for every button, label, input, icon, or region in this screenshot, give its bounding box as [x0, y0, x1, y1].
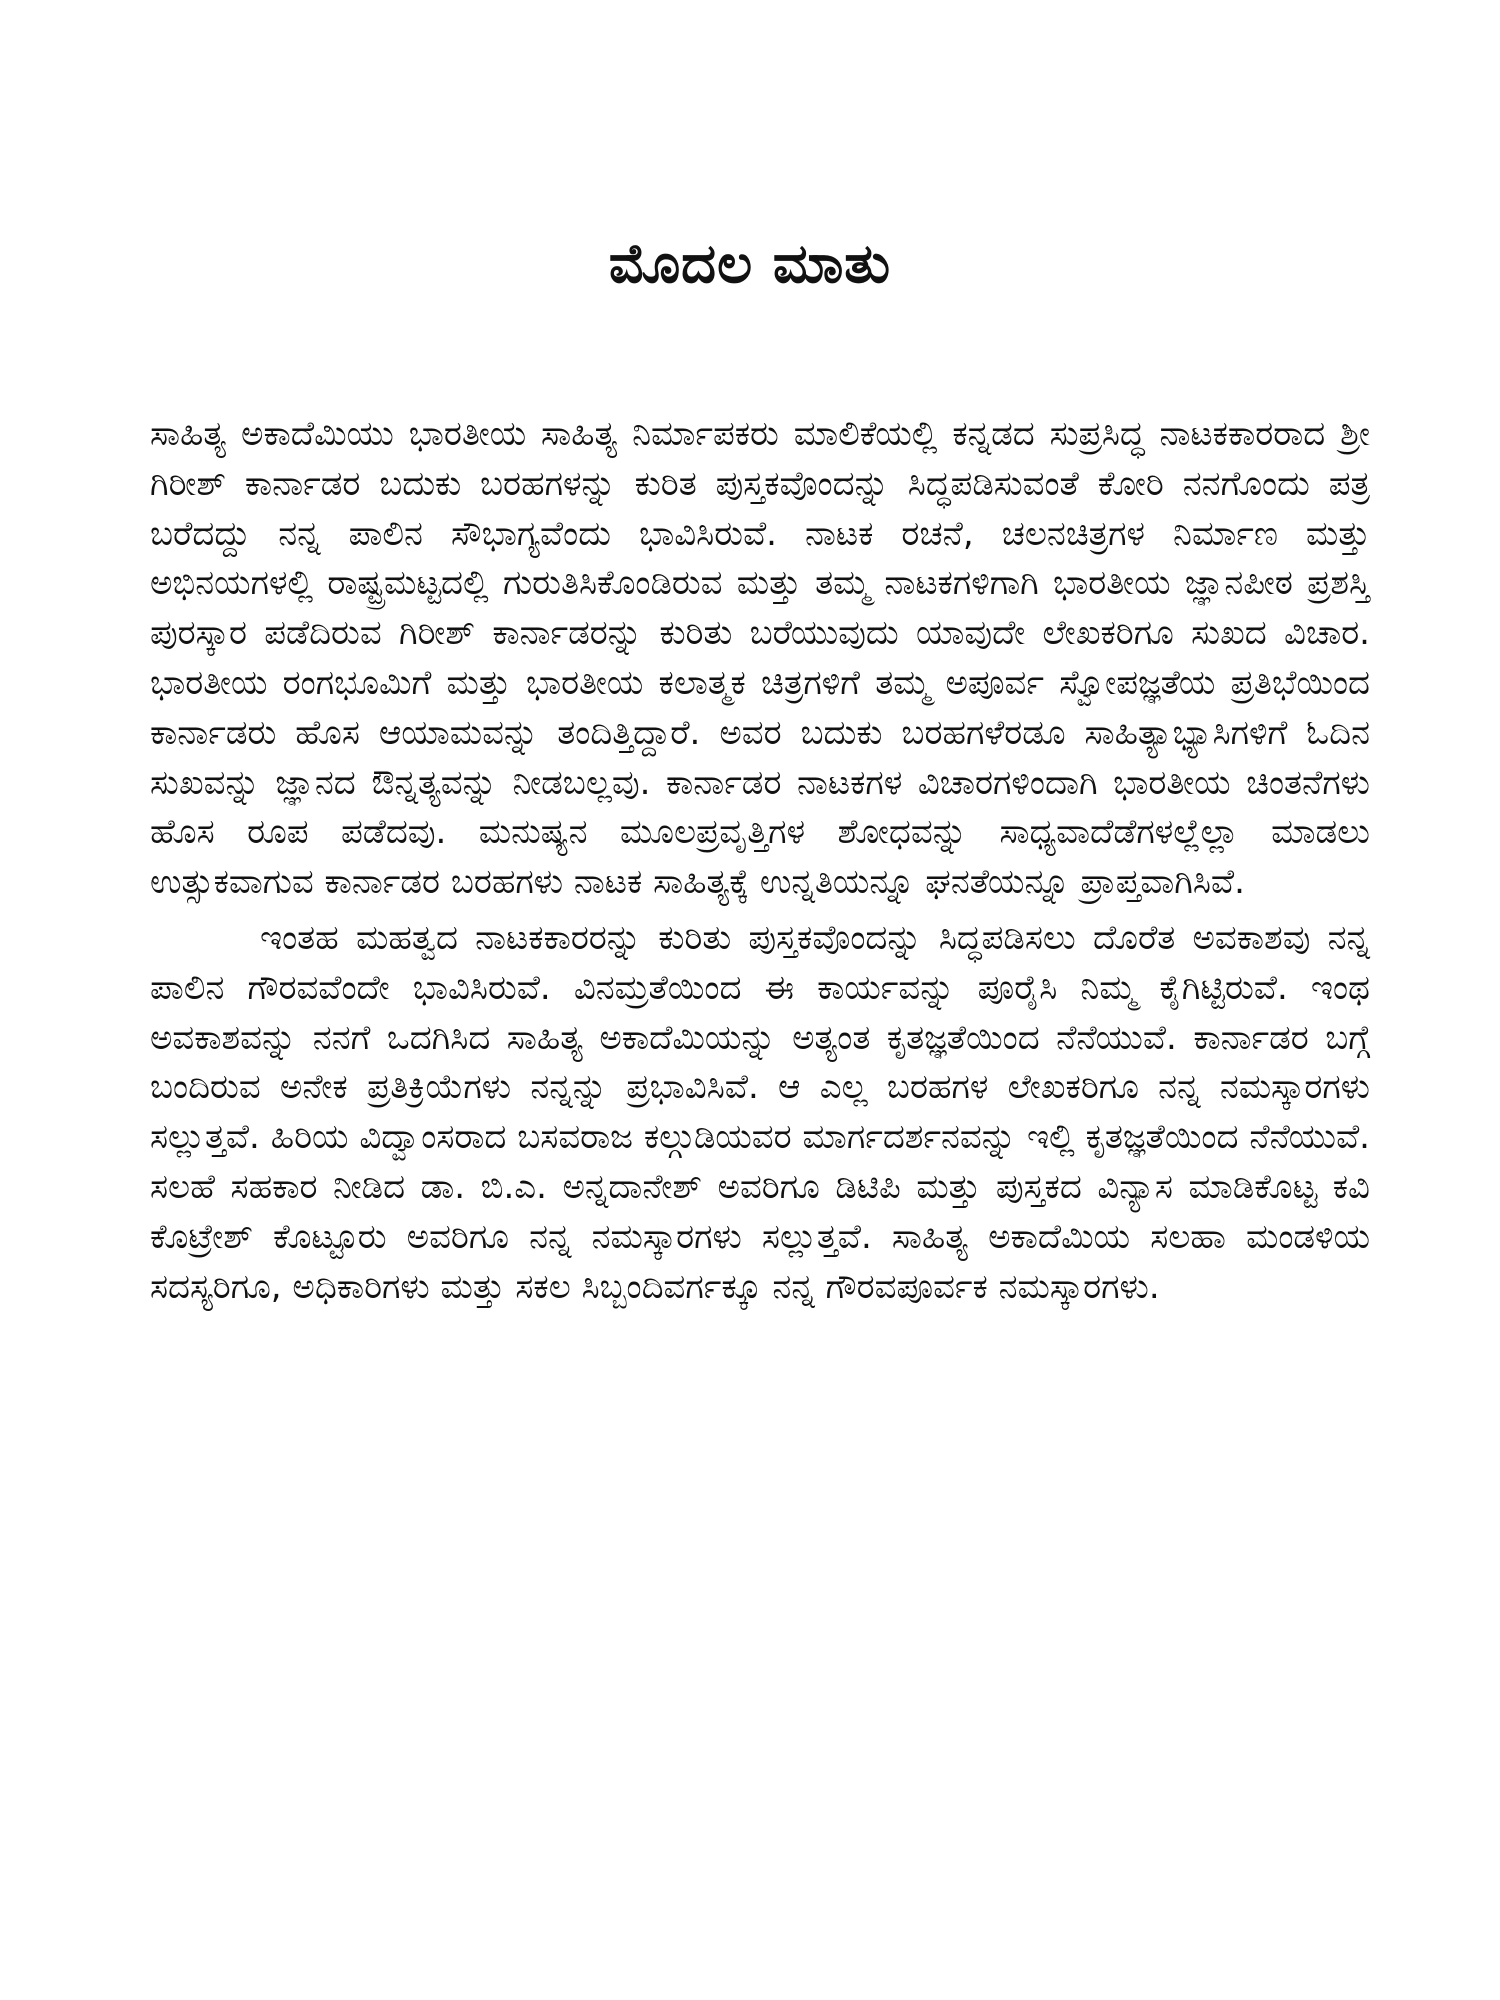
body-text [150, 410, 1370, 1312]
paragraph-1: ಸಾಹಿತ್ಯ ಅಕಾದೆಮಿಯು ಭಾರತೀಯ ಸಾಹಿತ್ಯ ನಿರ್ಮಾಪಕರು ಮಾಲಿಕೆಯಲ್ಲಿ ಕನ್ನಡದ ಸುಪ್ರಸಿದ್ಧ ನಾಟಕಕಾರರಾದ ಶ್ರೀ ಗಿರೀಶ್ ಕಾರ್ನಾಡರ ಬದುಕು ಬರಹಗಳನ್ನು ಕುರಿತ ಪುಸ್ತಕವೊಂದನ್ನು ಸಿದ್ಧಪಡಿಸುವಂತೆ ಕೋರಿ ನನಗೊಂದು ಪತ್ರ ಬರೆದದ್ದು ನನ್ನ ಪಾಲಿನ ಸೌಭಾಗ್ಯವೆಂದು ಭಾವಿಸಿರುವೆ. ನಾಟಕ ರಚನೆ, ಚಲನಚಿತ್ರಗಳ ನಿರ್ಮಾಣ ಮತ್ತು ಅಭಿನಯಗಳಲ್ಲಿ ರಾಷ್ಟ್ರಮಟ್ಟದಲ್ಲಿ ಗುರುತಿಸಿಕೊಂಡಿರುವ ಮತ್ತು ತಮ್ಮ ನಾಟಕಗಳಿಗಾಗಿ ಭಾರತೀಯ ಜ್ಞಾನಪೀಠ ಪ್ರಶಸ್ತಿ ಪುರಸ್ಕಾರ ಪಡೆದಿರುವ ಗಿರೀಶ್ ಕಾರ್ನಾಡರನ್ನು ಕುರಿತು ಬರೆಯುವುದು ಯಾವುದೇ ಲೇಖಕರಿಗೂ ಸುಖದ ವಿಚಾರ. ಭಾರತೀಯ ರಂಗಭೂಮಿಗೆ ಮತ್ತು ಭಾರತೀಯ ಕಲಾತ್ಮಕ ಚಿತ್ರಗಳಿಗೆ ತಮ್ಮ ಅಪೂರ್ವ ಸ್ವೋಪಜ್ಞತೆಯ ಪ್ರತಿಭೆಯಿಂದ ಕಾರ್ನಾಡರು ಹೊಸ ಆಯಾಮವನ್ನು ತಂದಿತ್ತಿದ್ದಾರೆ. ಅವರ ಬದುಕು ಬರಹಗಳೆರಡೂ ಸಾಹಿತ್ಯಾಭ್ಯಾಸಿಗಳಿಗೆ ಓದಿನ ಸುಖವನ್ನು ಜ್ಞಾನದ ಔನ್ನತ್ಯವನ್ನು ನೀಡಬಲ್ಲವು. ಕಾರ್ನಾಡರ ನಾಟಕಗಳ ವಿಚಾರಗಳಿಂದಾಗಿ ಭಾರತೀಯ ಚಿಂತನೆಗಳು ಹೊಸ ರೂಪ ಪಡೆದವು. ಮನುಷ್ಯನ ಮೂಲಪ್ರವೃತ್ತಿಗಳ ಶೋಧವನ್ನು ಸಾಧ್ಯವಾದೆಡೆಗಳಲ್ಲೆಲ್ಲಾ ಮಾಡಲು ಉತ್ಸುಕವಾಗುವ ಕಾರ್ನಾಡರ ಬರಹಗಳು ನಾಟಕ ಸಾಹಿತ್ಯಕ್ಕೆ ಉನ್ನತಿಯನ್ನೂ ಘನತೆಯನ್ನೂ ಪ್ರಾಪ್ತವಾಗಿಸಿವೆ. [150, 414, 1370, 903]
page-title: ಮೊದಲ ಮಾತು [608, 232, 892, 295]
paragraph-2: ಇಂತಹ ಮಹತ್ವದ ನಾಟಕಕಾರರನ್ನು ಕುರಿತು ಪುಸ್ತಕವೊಂದನ್ನು ಸಿದ್ಧಪಡಿಸಲು ದೊರೆತ ಅವಕಾಶವು ನನ್ನ ಪಾಲಿನ ಗೌರವವೆಂದೇ ಭಾವಿಸಿರುವೆ. ವಿನಮ್ರತೆಯಿಂದ ಈ ಕಾರ್ಯವನ್ನು ಪೂರೈಸಿ ನಿಮ್ಮ ಕೈಗಿಟ್ಟಿರುವೆ. ಇಂಥ ಅವಕಾಶವನ್ನು ನನಗೆ ಒದಗಿಸಿದ ಸಾಹಿತ್ಯ ಅಕಾದೆಮಿಯನ್ನು ಅತ್ಯಂತ ಕೃತಜ್ಞತೆಯಿಂದ ನೆನೆಯುವೆ. ಕಾರ್ನಾಡರ ಬಗ್ಗೆ ಬಂದಿರುವ ಅನೇಕ ಪ್ರತಿಕ್ರಿಯೆಗಳು ನನ್ನನ್ನು ಪ್ರಭಾವಿಸಿವೆ. ಆ ಎಲ್ಲ ಬರಹಗಳ ಲೇಖಕರಿಗೂ ನನ್ನ ನಮಸ್ಕಾರಗಳು ಸಲ್ಲುತ್ತವೆ. ಹಿರಿಯ ವಿದ್ವಾಂಸರಾದ ಬಸವರಾಜ ಕಲ್ಗುಡಿಯವರ ಮಾರ್ಗದರ್ಶನವನ್ನು ಇಲ್ಲಿ ಕೃತಜ್ಞತೆಯಿಂದ ನೆನೆಯುವೆ. ಸಲಹೆ ಸಹಕಾರ ನೀಡಿದ ಡಾ. ಬಿ.ಎ. ಅನ್ನದಾನೇಶ್ ಅವರಿಗೂ ಡಿಟಿಪಿ ಮತ್ತು ಪುಸ್ತಕದ ವಿನ್ಯಾಸ ಮಾಡಿಕೊಟ್ಟ ಕವಿ ಕೊಟ್ರೇಶ್ ಕೊಟ್ಟೂರು ಅವರಿಗೂ ನನ್ನ ನಮಸ್ಕಾರಗಳು ಸಲ್ಲುತ್ತವೆ. ಸಾಹಿತ್ಯ ಅಕಾದೆಮಿಯ ಸಲಹಾ ಮಂಡಳಿಯ ಸದಸ್ಯರಿಗೂ, ಅಧಿಕಾರಿಗಳು ಮತ್ತು ಸಕಲ ಸಿಬ್ಬಂದಿವರ್ಗಕ್ಕೂ ನನ್ನ ಗೌರವಪೂರ್ವಕ ನಮಸ್ಕಾರಗಳು. [150, 917, 1370, 1307]
